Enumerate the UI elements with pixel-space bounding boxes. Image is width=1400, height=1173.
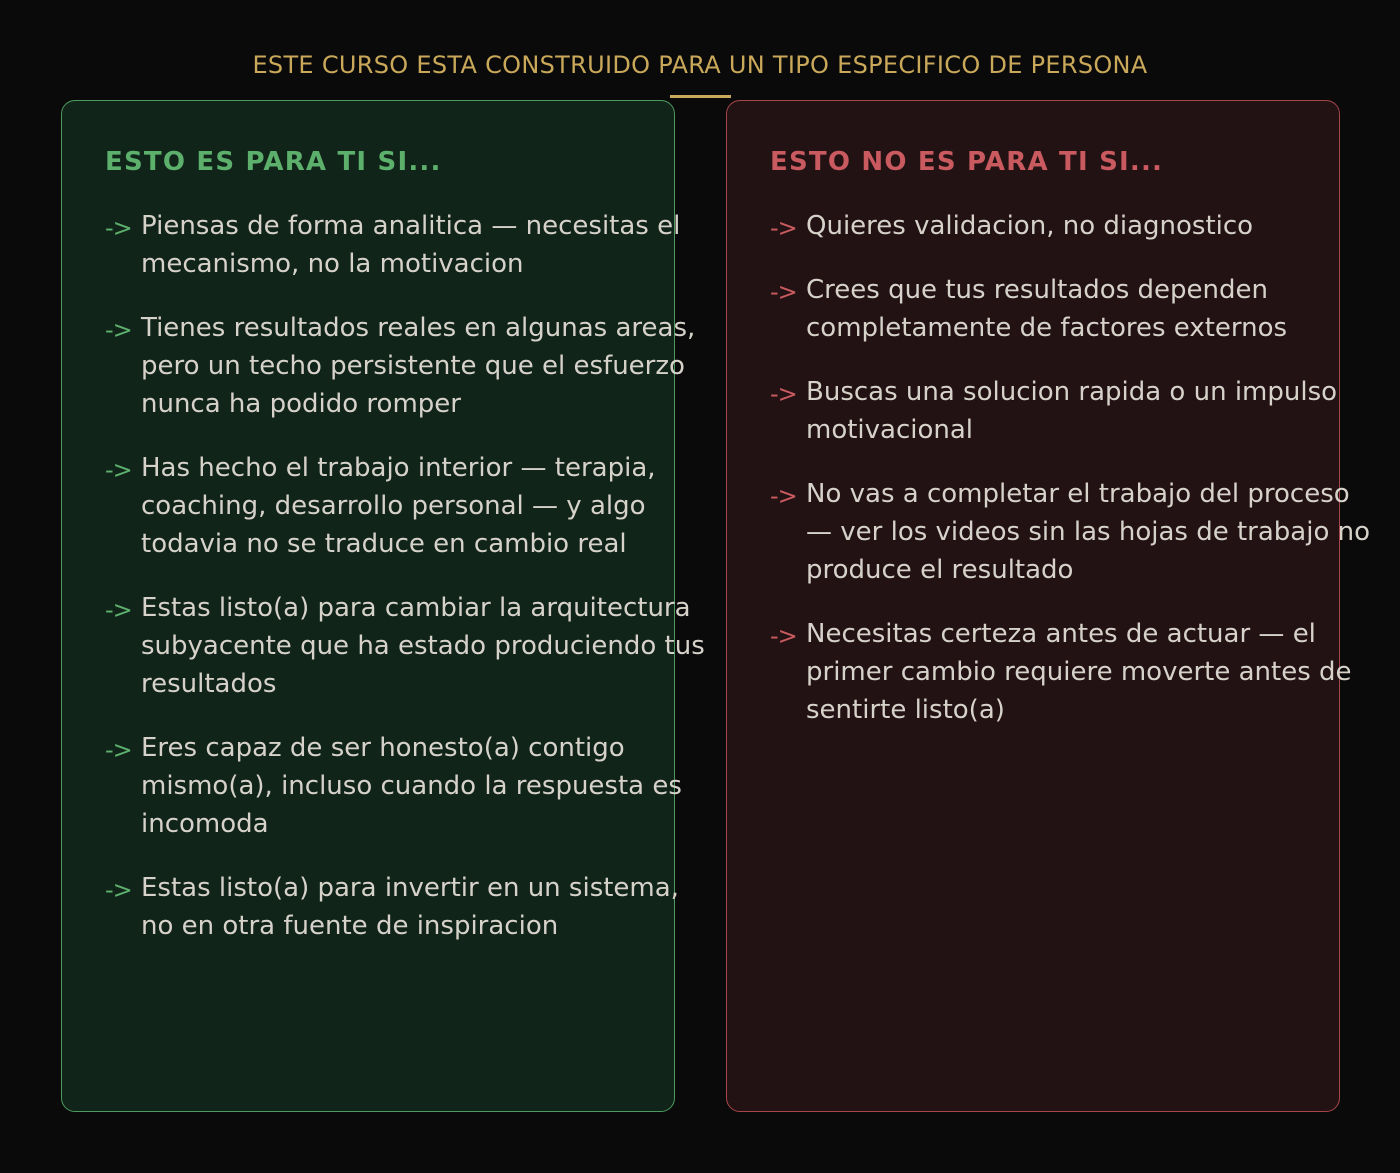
for-you-card <box>61 100 705 1112</box>
list-item-text: Has hecho el trabajo interior — terapia, coaching, desarrollo personal — y algo todavia no se traduce en cambio real <box>141 453 656 559</box>
not-for-you-card <box>726 100 1371 1112</box>
list-item-text: Necesitas certeza antes de actuar — el primer cambio requiere moverte antes de sentirte listo(a) <box>806 619 1352 725</box>
list-item <box>770 207 1370 245</box>
arrow-right-icon: -> <box>105 876 132 904</box>
list-item <box>770 373 1370 449</box>
arrow-right-icon: -> <box>770 278 797 306</box>
arrow-right-icon: -> <box>105 214 132 242</box>
list-item-text: Quieres validacion, no diagnostico <box>806 211 1254 241</box>
list-item-text: Buscas una solucion rapida o un impulso motivacional <box>806 377 1338 445</box>
list-item <box>105 729 705 843</box>
list-item <box>770 271 1370 347</box>
arrow-right-icon: -> <box>770 622 797 650</box>
arrow-right-icon: -> <box>770 380 797 408</box>
list-item-text: Piensas de forma analitica — necesitas el mecanismo, no la motivacion <box>141 211 681 279</box>
list-item <box>105 869 705 945</box>
list-item <box>770 475 1370 589</box>
list-item-text: Crees que tus resultados dependen completamente de factores externos <box>806 275 1288 343</box>
list-item <box>105 449 705 563</box>
for-you-heading: ESTO ES PARA TI SI... <box>105 147 442 177</box>
list-item <box>770 615 1370 729</box>
arrow-right-icon: -> <box>105 596 132 624</box>
page-title: ESTE CURSO ESTA CONSTRUIDO PARA UN TIPO ESPECIFICO DE PERSONA <box>252 51 1148 79</box>
list-item-text: Tienes resultados reales en algunas areas, pero un techo persistente que el esfuerzo nunca ha podido romper <box>141 313 696 419</box>
list-item <box>105 207 705 283</box>
arrow-right-icon: -> <box>105 316 132 344</box>
title-underline <box>670 95 731 98</box>
list-item-text: Estas listo(a) para cambiar la arquitectura subyacente que ha estado produciendo tus resultados <box>141 593 705 699</box>
for-you-list <box>105 207 705 971</box>
arrow-right-icon: -> <box>105 456 132 484</box>
list-item <box>105 589 705 703</box>
not-for-you-heading: ESTO NO ES PARA TI SI... <box>770 147 1164 177</box>
arrow-right-icon: -> <box>770 482 797 510</box>
arrow-right-icon: -> <box>770 214 797 242</box>
arrow-right-icon: -> <box>105 736 132 764</box>
list-item-text: No vas a completar el trabajo del proceso — ver los videos sin las hojas de trabajo no produce el resultado <box>806 479 1371 585</box>
list-item-text: Eres capaz de ser honesto(a) contigo mismo(a), incluso cuando la respuesta es incomoda <box>141 733 682 839</box>
not-for-you-list <box>770 207 1370 755</box>
list-item <box>105 309 705 423</box>
list-item-text: Estas listo(a) para invertir en un sistema, no en otra fuente de inspiracion <box>141 873 679 941</box>
